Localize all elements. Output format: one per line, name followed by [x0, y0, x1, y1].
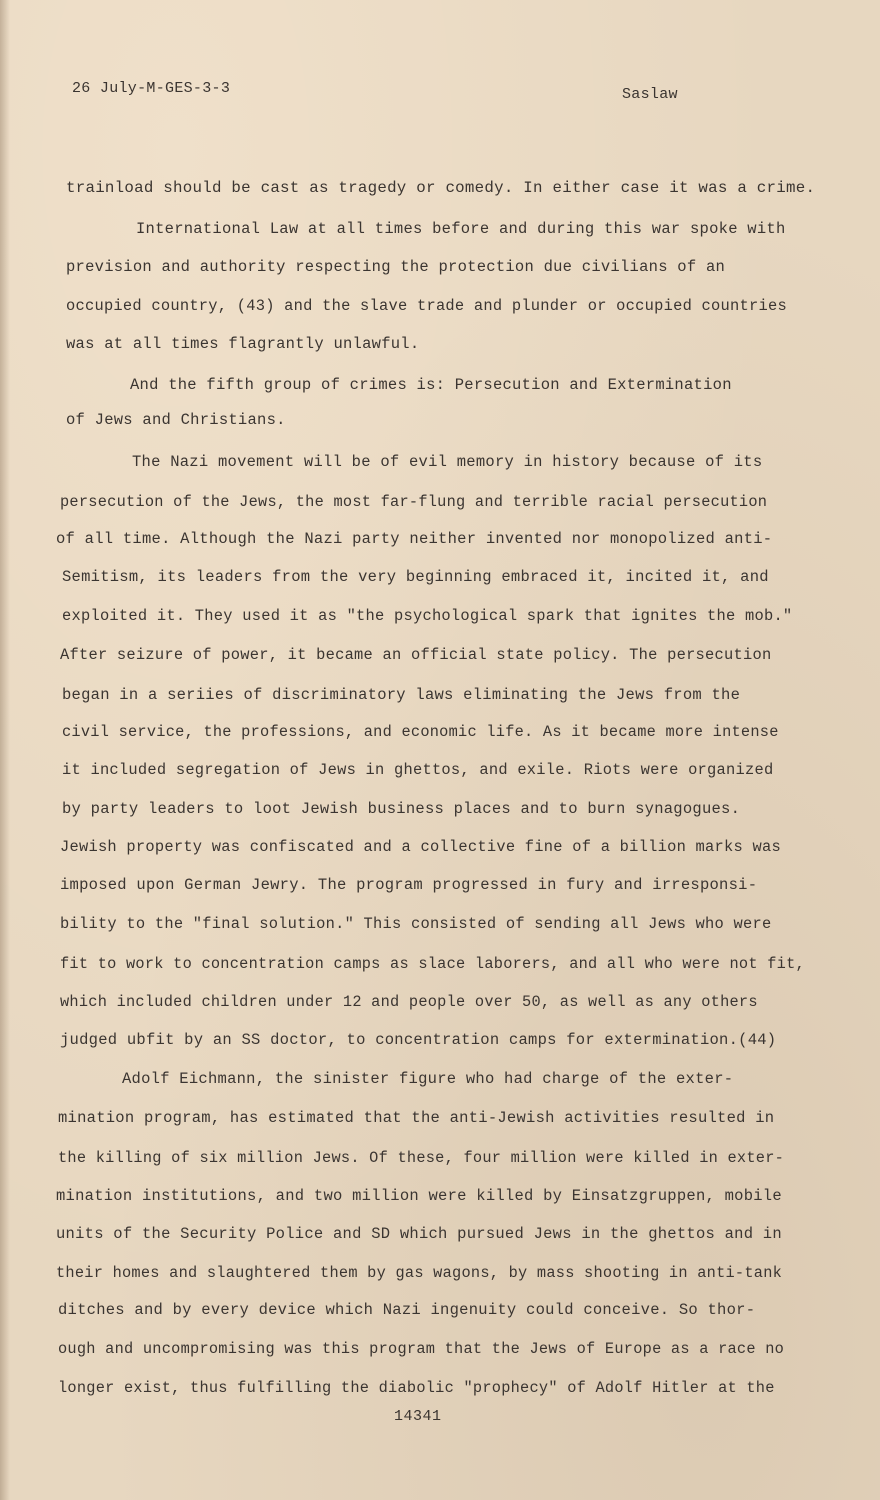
text-line: ditches and by every device which Nazi ingenuity could conceive. So thor- — [58, 1301, 756, 1319]
text-line: civil service, the professions, and economic life. As it became more intense — [62, 723, 779, 741]
text-line: ough and uncompromising was this program that the Jews of Europe as a race no — [58, 1340, 785, 1358]
text-line: bility to the "final solution." This consisted of sending all Jews who were — [60, 915, 772, 933]
paper-edge — [0, 0, 10, 1500]
text-line: occupied country, (43) and the slave trade and plunder or occupied countries — [66, 297, 787, 315]
text-line: of all time. Although the Nazi party neither invented nor monopolized anti- — [56, 530, 773, 548]
text-line: After seizure of power, it became an official state policy. The persecution — [60, 646, 772, 664]
text-line: trainload should be cast as tragedy or comedy. In either case it was a crime. — [66, 179, 816, 197]
document-author: Saslaw — [622, 86, 678, 103]
text-line: longer exist, thus fulfilling the diabolic "prophecy" of Adolf Hitler at the — [58, 1379, 775, 1397]
text-line: their homes and slaughtered them by gas wagons, by mass shooting in anti-tank — [56, 1264, 783, 1282]
text-line: of Jews and Christians. — [66, 411, 286, 429]
text-line: judged ubfit by an SS doctor, to concentration camps for extermination.(44) — [60, 1031, 777, 1049]
text-line: imposed upon German Jewry. The program progressed in fury and irresponsi- — [60, 876, 758, 894]
text-line: was at all times flagrantly unlawful. — [66, 335, 420, 353]
text-line: The Nazi movement will be of evil memory in history because of its — [132, 453, 763, 471]
text-line: exploited it. They used it as "the psychological spark that ignites the mob." — [62, 607, 793, 625]
text-line: mination institutions, and two million were killed by Einsatzgruppen, mobile — [56, 1187, 782, 1205]
text-line: And the fifth group of crimes is: Persecution and Extermination — [130, 376, 732, 394]
text-line: the killing of six million Jews. Of these, four million were killed in exter- — [58, 1149, 785, 1167]
document-reference: 26 July-M-GES-3-3 — [72, 80, 231, 97]
text-line: it included segregation of Jews in ghettos, and exile. Riots were organized — [62, 761, 774, 779]
text-line: International Law at all times before and during this war spoke with — [136, 220, 786, 238]
text-line: Jewish property was confiscated and a collective fine of a billion marks was — [60, 838, 781, 856]
text-line: prevision and authority respecting the protection due civilians of an — [66, 258, 726, 276]
text-line: persecution of the Jews, the most far-flung and terrible racial persecution — [60, 493, 768, 511]
page-number: 14341 — [394, 1408, 442, 1425]
text-line: began in a seriies of discriminatory laws eliminating the Jews from the — [62, 686, 741, 704]
text-line: mination program, has estimated that the anti-Jewish activities resulted in — [58, 1109, 775, 1127]
text-line: by party leaders to loot Jewish business places and to burn synagogues. — [62, 800, 741, 818]
text-line: units of the Security Police and SD which pursued Jews in the ghettos and in — [56, 1225, 782, 1243]
text-line: Adolf Eichmann, the sinister figure who had charge of the exter- — [122, 1070, 734, 1088]
text-line: fit to work to concentration camps as slace laborers, and all who were not fit, — [60, 955, 805, 973]
text-line: Semitism, its leaders from the very beginning embraced it, incited it, and — [62, 568, 769, 586]
text-line: which included children under 12 and people over 50, as well as any others — [60, 993, 758, 1011]
